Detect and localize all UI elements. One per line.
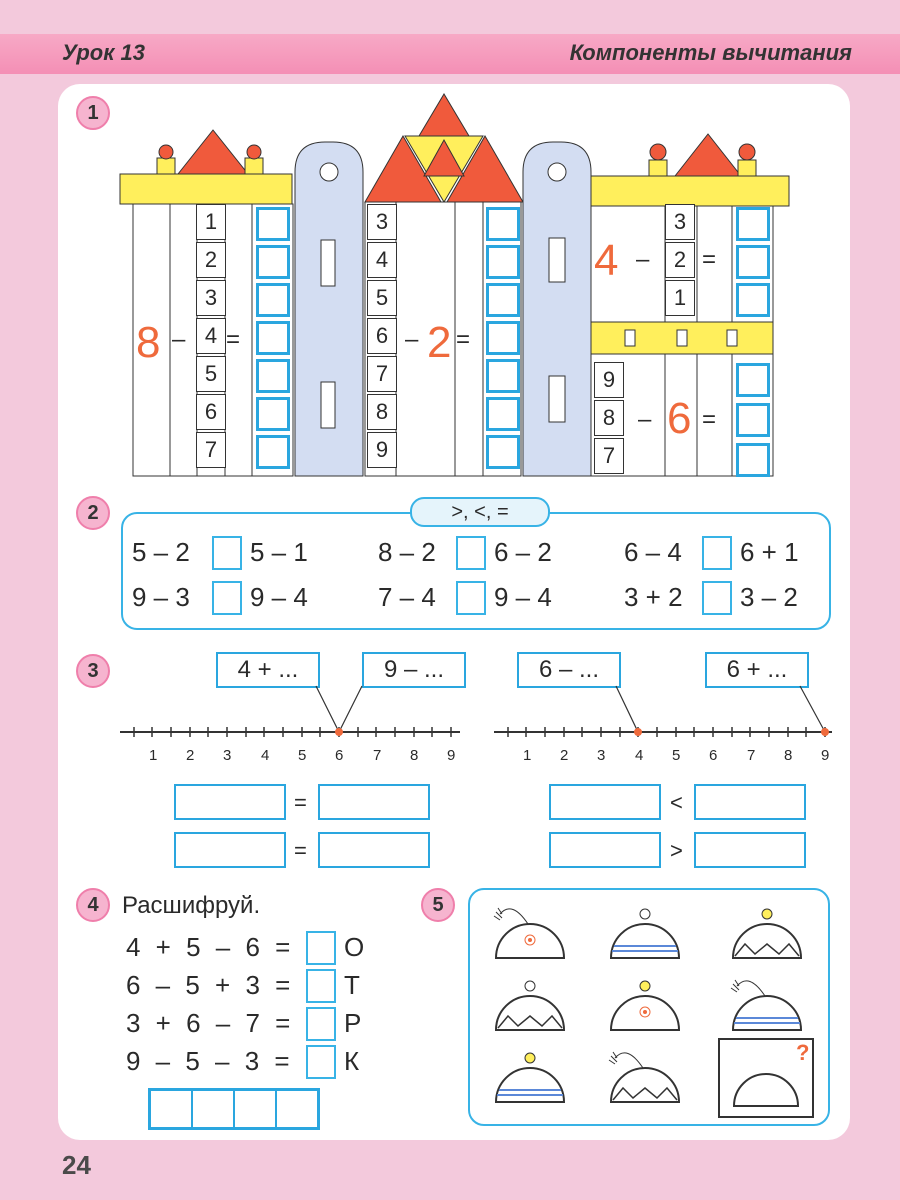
question-mark: ? — [796, 1040, 810, 1065]
task1-mid-cell: 6 — [367, 318, 397, 354]
task3-answer-box[interactable] — [174, 784, 286, 820]
task2-right-expr: 3 – 2 — [740, 582, 798, 612]
blank-hat-icon — [726, 1048, 804, 1112]
numberline-right-tick: 5 — [672, 747, 681, 764]
numberline-right-tick: 8 — [784, 747, 793, 764]
task1-left-answer-box[interactable] — [256, 207, 290, 241]
task1-right-answer-box[interactable] — [736, 245, 770, 279]
task1-left-minus: – — [172, 326, 186, 353]
topic-title: Компоненты вычитания — [569, 40, 852, 65]
task1-right-minuend: 4 — [594, 236, 619, 285]
task2-compare-box[interactable] — [212, 581, 242, 615]
task1-mid-subtrahend: 2 — [427, 318, 452, 367]
numberline-left-tick: 6 — [335, 747, 344, 764]
task4-expression: 4 + 5 – 6 = — [126, 932, 295, 962]
task2-right-expr: 9 – 4 — [250, 582, 308, 612]
task4-answer-box[interactable] — [306, 1045, 336, 1079]
task1-mid-cell: 7 — [367, 356, 397, 392]
task3-left-label-b: 9 – ... — [362, 652, 466, 688]
task1-mid-answer-box[interactable] — [486, 207, 520, 241]
numberline-right-tick: 7 — [747, 747, 756, 764]
hat-with-pompom-and-stripes-icon — [605, 900, 683, 964]
hat-with-yellow-pompom-and-zigzag-icon — [727, 900, 805, 964]
numberline-right-tick: 6 — [709, 747, 718, 764]
task1-mid-answer-box[interactable] — [486, 397, 520, 431]
task2-left-expr: 7 – 4 — [378, 582, 436, 612]
numberline-left-tick: 4 — [261, 747, 270, 764]
task1-right2-eq: = — [702, 406, 717, 433]
task3-answer-box[interactable] — [694, 784, 806, 820]
task3-answer-box[interactable] — [549, 832, 661, 868]
numberline-right-tick: 4 — [635, 747, 644, 764]
hat-with-tassel-and-stripes-icon — [727, 972, 805, 1036]
task4-letter: Р — [344, 1008, 362, 1038]
lesson-header — [0, 34, 900, 74]
task1-mid-answer-box[interactable] — [486, 245, 520, 279]
page-number: 24 — [62, 1150, 91, 1180]
word-cell[interactable] — [277, 1091, 317, 1127]
task1-right-cell: 2 — [665, 242, 695, 278]
task1-left-answer-box[interactable] — [256, 359, 290, 393]
task1-left-answer-box[interactable] — [256, 321, 290, 355]
task1-mid-cell: 8 — [367, 394, 397, 430]
task4-answer-box[interactable] — [306, 969, 336, 1003]
task2-left-expr: 6 – 4 — [624, 537, 682, 567]
word-cell[interactable] — [193, 1091, 235, 1127]
task4-title: Расшифруй. — [122, 892, 261, 919]
task4-expression: 6 – 5 + 3 = — [126, 970, 295, 1000]
lesson-label: Урок 13 — [62, 40, 145, 65]
task1-mid-answer-box[interactable] — [486, 283, 520, 317]
hat-with-tassel-and-flower-icon — [490, 900, 568, 964]
task2-right-expr: 6 + 1 — [740, 537, 799, 567]
task2-left-expr: 3 + 2 — [624, 582, 683, 612]
numberline-right-tick: 3 — [597, 747, 606, 764]
task2-left-expr: 5 – 2 — [132, 537, 190, 567]
task1-mid-cell: 4 — [367, 242, 397, 278]
task1-mid-cell: 3 — [367, 204, 397, 240]
numberline-left-tick: 8 — [410, 747, 419, 764]
task3-left-label-a: 4 + ... — [216, 652, 320, 688]
task4-letter: О — [344, 932, 365, 962]
task1-right2-subtrahend: 6 — [667, 394, 692, 443]
task1-mid-cell: 5 — [367, 280, 397, 316]
word-cell[interactable] — [235, 1091, 277, 1127]
task1-right-answer-box[interactable] — [736, 207, 770, 241]
task2-compare-box[interactable] — [456, 536, 486, 570]
task2-right-expr: 6 – 2 — [494, 537, 552, 567]
task1-right-eq: = — [702, 246, 717, 273]
task1-mid-minus: – — [405, 326, 419, 353]
task1-right2-minus: – — [638, 406, 652, 433]
task1-mid-answer-box[interactable] — [486, 435, 520, 469]
task1-left-answer-box[interactable] — [256, 283, 290, 317]
task-number-3: 3 — [76, 654, 110, 688]
task1-left-cell: 5 — [196, 356, 226, 392]
task3-sign: = — [294, 790, 307, 815]
numberline-left-tick: 2 — [186, 747, 195, 764]
task1-left-cell: 6 — [196, 394, 226, 430]
task1-left-answer-box[interactable] — [256, 397, 290, 431]
task1-mid-cell: 9 — [367, 432, 397, 468]
task2-right-expr: 5 – 1 — [250, 537, 308, 567]
task1-right2-cell: 9 — [594, 362, 624, 398]
numberline-left-tick: 3 — [223, 747, 232, 764]
numberline-left-tick: 9 — [447, 747, 456, 764]
task4-expression: 3 + 6 – 7 = — [126, 1008, 295, 1038]
task-number-1: 1 — [76, 96, 110, 130]
task2-compare-box[interactable] — [456, 581, 486, 615]
numberline-left-tick: 1 — [149, 747, 158, 764]
numberline-right-tick: 1 — [523, 747, 532, 764]
task1-right2-cell: 8 — [594, 400, 624, 436]
task3-answer-box[interactable] — [318, 784, 430, 820]
task3-answer-box[interactable] — [318, 832, 430, 868]
numberline-left-tick: 7 — [373, 747, 382, 764]
task3-right-label-b: 6 + ... — [705, 652, 809, 688]
task2-left-expr: 9 – 3 — [132, 582, 190, 612]
task1-right-answer-box[interactable] — [736, 283, 770, 317]
task4-letter: Т — [344, 970, 360, 1000]
task3-right-label-a: 6 – ... — [517, 652, 621, 688]
task1-left-eq: = — [226, 326, 241, 353]
task-number-5: 5 — [421, 888, 455, 922]
task1-left-cell: 3 — [196, 280, 226, 316]
task3-answer-box[interactable] — [174, 832, 286, 868]
task1-left-cell: 2 — [196, 242, 226, 278]
task1-left-cell: 1 — [196, 204, 226, 240]
task1-right2-cell: 7 — [594, 438, 624, 474]
task1-right2-answer-box[interactable] — [736, 363, 770, 397]
task1-right2-answer-box[interactable] — [736, 443, 770, 477]
hat-with-pompom-and-zigzag-icon — [490, 972, 568, 1036]
task1-right-cell: 3 — [665, 204, 695, 240]
hat-with-yellow-pompom-and-stripes-icon — [490, 1044, 568, 1108]
numberline-right-tick: 9 — [821, 747, 830, 764]
task1-right2-answer-box[interactable] — [736, 403, 770, 437]
task-number-4: 4 — [76, 888, 110, 922]
hat-with-tassel-and-zigzag-icon — [605, 1044, 683, 1108]
task2-compare-box[interactable] — [702, 536, 732, 570]
task1-left-cell: 4 — [196, 318, 226, 354]
task4-word-cells[interactable] — [148, 1088, 320, 1130]
task2-compare-box[interactable] — [702, 581, 732, 615]
task4-answer-box[interactable] — [306, 931, 336, 965]
task1-mid-answer-box[interactable] — [486, 321, 520, 355]
task1-left-answer-box[interactable] — [256, 245, 290, 279]
task3-answer-box[interactable] — [694, 832, 806, 868]
task3-sign: < — [670, 790, 683, 815]
task4-answer-box[interactable] — [306, 1007, 336, 1041]
task2-left-expr: 8 – 2 — [378, 537, 436, 567]
task2-signs-hint: >, <, = — [410, 497, 550, 527]
task1-left-answer-box[interactable] — [256, 435, 290, 469]
hat-with-yellow-pompom-and-flower-icon — [605, 972, 683, 1036]
task3-sign: = — [294, 838, 307, 863]
task-number-2: 2 — [76, 496, 110, 530]
number-lines — [110, 680, 845, 750]
task3-answer-box[interactable] — [549, 784, 661, 820]
task4-letter: К — [344, 1046, 360, 1076]
task1-left-cell: 7 — [196, 432, 226, 468]
task3-sign: > — [670, 838, 683, 863]
task4-expression: 9 – 5 – 3 = — [126, 1046, 294, 1076]
task1-right-cell: 1 — [665, 280, 695, 316]
word-cell[interactable] — [151, 1091, 193, 1127]
task1-mid-eq: = — [456, 326, 471, 353]
task2-compare-box[interactable] — [212, 536, 242, 570]
task1-left-minuend: 8 — [136, 318, 161, 367]
task2-right-expr: 9 – 4 — [494, 582, 552, 612]
numberline-left-tick: 5 — [298, 747, 307, 764]
task1-mid-answer-box[interactable] — [486, 359, 520, 393]
task1-right-minus: – — [636, 246, 650, 273]
numberline-right-tick: 2 — [560, 747, 569, 764]
